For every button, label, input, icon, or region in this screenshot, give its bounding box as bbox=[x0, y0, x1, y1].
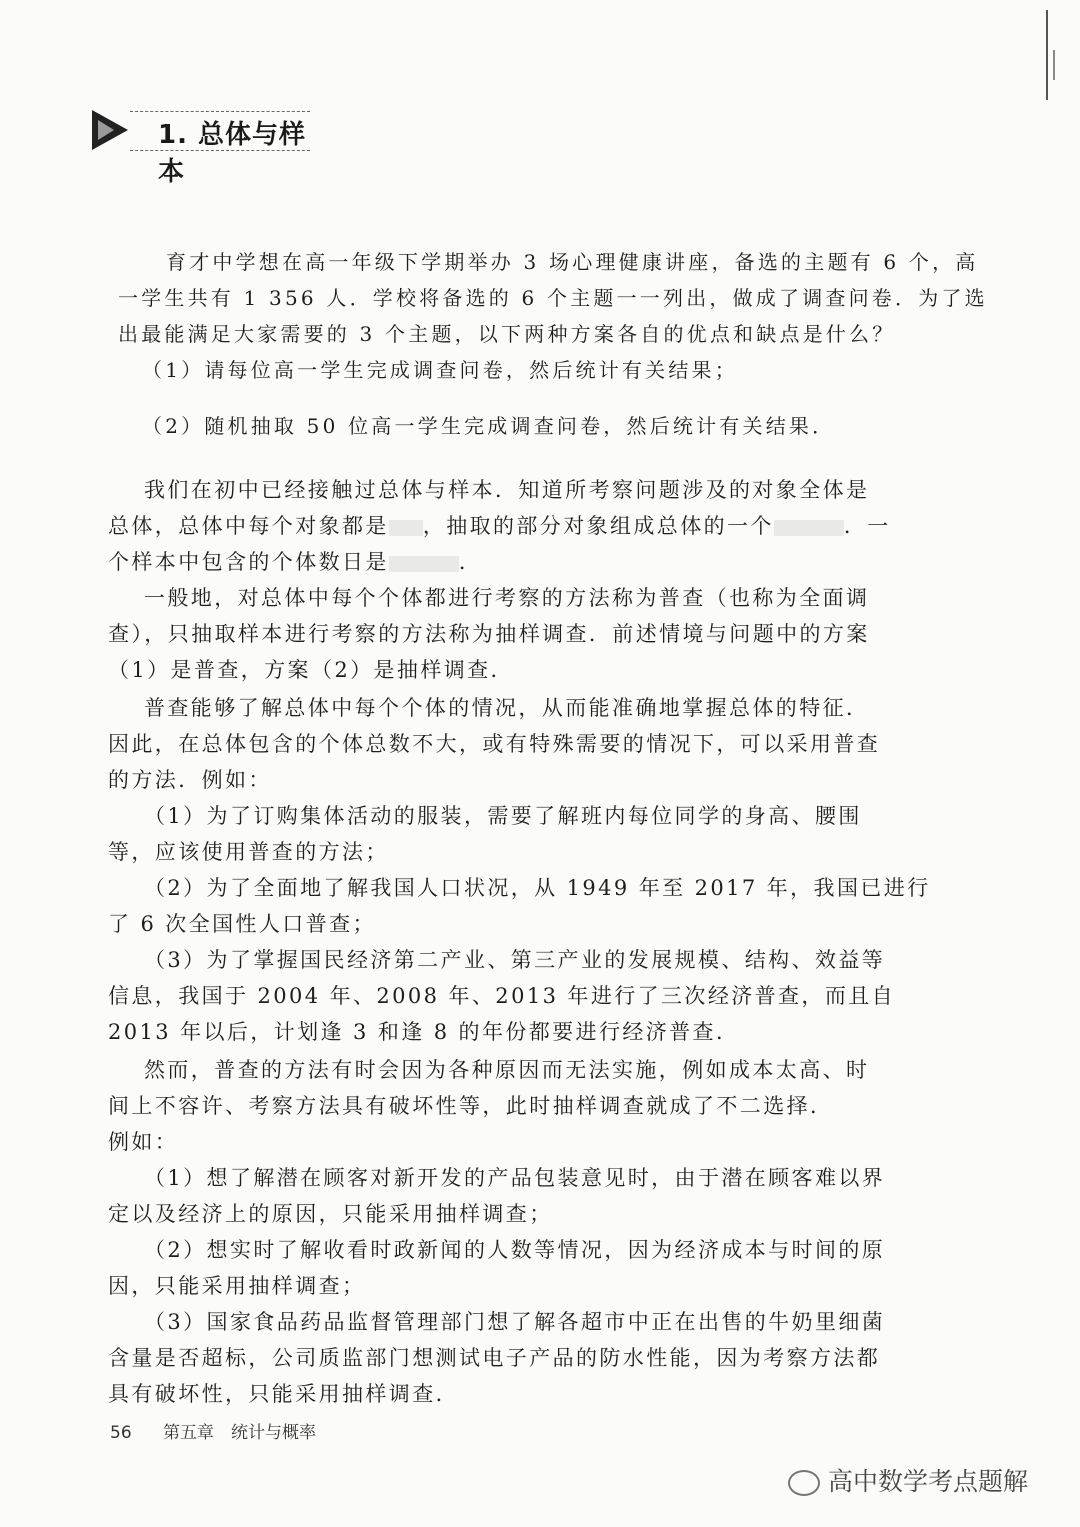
page-number: 56 bbox=[110, 1423, 132, 1443]
section-title: 1. 总体与样本 bbox=[158, 120, 307, 187]
chapter-label: 第五章 统计与概率 bbox=[163, 1423, 317, 1443]
fill-blank bbox=[389, 556, 459, 572]
fill-blank bbox=[774, 520, 844, 536]
intro-option-1: （1）请每位高一学生完成调查问卷，然后统计有关结果； bbox=[142, 358, 738, 382]
text-line: 因，只能采用抽样调查； bbox=[108, 1274, 366, 1298]
text-line: 然而，普查的方法有时会因为各种原因而无法实施，例如成本太高、时 bbox=[144, 1058, 870, 1082]
page-edge-mark-small bbox=[1053, 50, 1055, 80]
page-footer bbox=[110, 1418, 316, 1443]
text-line: 含量是否超标，公司质监部门想测试电子产品的防水性能，因为考察方法都 bbox=[108, 1346, 881, 1370]
text-line: （3）为了掌握国民经济第二产业、第三产业的发展规模、结构、效益等 bbox=[144, 948, 886, 972]
text-line: 例如： bbox=[108, 1130, 179, 1154]
text-line: 定以及经济上的原因，只能采用抽样调查； bbox=[108, 1202, 553, 1226]
intro-line: 一学生共有 1 356 人．学校将备选的 6 个主题一一列出，做成了调查问卷．为了选 bbox=[118, 286, 988, 310]
text-fragment: ．一 bbox=[843, 514, 891, 538]
text-line: 2013 年以后，计划逢 3 和逢 8 的年份都要进行经济普查． bbox=[108, 1020, 740, 1044]
watermark-text: 高中数学考点题解 bbox=[828, 1467, 1029, 1496]
text-line: 等，应该使用普查的方法； bbox=[108, 840, 389, 864]
text-fragment: ，抽取的部分对象组成总体的一个 bbox=[422, 514, 774, 538]
text-line: 因此，在总体包含的个体总数不大，或有特殊需要的情况下，可以采用普查 bbox=[108, 732, 881, 756]
section-header bbox=[92, 106, 322, 187]
page-edge-mark bbox=[1046, 10, 1048, 100]
text-fragment: 总体，总体中每个对象都是 bbox=[108, 514, 389, 538]
text-line: 信息，我国于 2004 年、2008 年、2013 年进行了三次经济普查，而且自 bbox=[108, 984, 896, 1008]
text-line: 的方法．例如： bbox=[108, 768, 272, 792]
section-arrow-inner-icon bbox=[98, 120, 114, 140]
text-line-with-blanks bbox=[108, 548, 482, 576]
text-line: 我们在初中已经接触过总体与样本．知道所考察问题涉及的对象全体是 bbox=[144, 478, 870, 502]
text-line: （2）为了全面地了解我国人口状况，从 1949 年至 2017 年，我国已进行 bbox=[144, 876, 931, 900]
text-line: 间上不容许、考察方法具有破坏性等，此时抽样调查就成了不二选择． bbox=[108, 1094, 834, 1118]
text-line-with-blanks bbox=[108, 512, 891, 540]
text-line: （1）为了订购集体活动的服装，需要了解班内每位同学的身高、腰围 bbox=[144, 804, 862, 828]
text-line: （1）是普查，方案（2）是抽样调查． bbox=[108, 658, 514, 682]
text-line: （2）想实时了解收看时政新闻的人数等情况，因为经济成本与时间的原 bbox=[144, 1238, 886, 1262]
intro-option-2: （2）随机抽取 50 位高一学生完成调查问卷，然后统计有关结果． bbox=[142, 414, 836, 438]
text-line: （3）国家食品药品监督管理部门想了解各超市中正在出售的牛奶里细菌 bbox=[144, 1310, 886, 1334]
header-rule-top bbox=[130, 111, 310, 112]
intro-line: 出最能满足大家需要的 3 个主题，以下两种方案各自的优点和缺点是什么？ bbox=[118, 322, 896, 346]
text-line: （1）想了解潜在顾客对新开发的产品包装意见时，由于潜在顾客难以界 bbox=[144, 1166, 886, 1190]
text-fragment: 个样本中包含的个体数日是 bbox=[108, 550, 389, 574]
text-fragment: ． bbox=[458, 550, 483, 574]
fill-blank bbox=[389, 520, 423, 536]
text-line: 一般地，对总体中每个个体都进行考察的方法称为普查（也称为全面调 bbox=[144, 586, 870, 610]
intro-line: 育才中学想在高一年级下学期举办 3 场心理健康讲座，备选的主题有 6 个，高 bbox=[166, 250, 979, 274]
text-line: 具有破坏性，只能采用抽样调查． bbox=[108, 1382, 459, 1406]
text-line: 查），只抽取样本进行考察的方法称为抽样调查．前述情境与问题中的方案 bbox=[108, 622, 870, 646]
wechat-icon bbox=[788, 1470, 820, 1496]
text-line: 了 6 次全国性人口普查； bbox=[108, 912, 376, 936]
text-line: 普查能够了解总体中每个个体的情况，从而能准确地掌握总体的特征． bbox=[144, 696, 870, 720]
watermark bbox=[788, 1462, 1028, 1498]
